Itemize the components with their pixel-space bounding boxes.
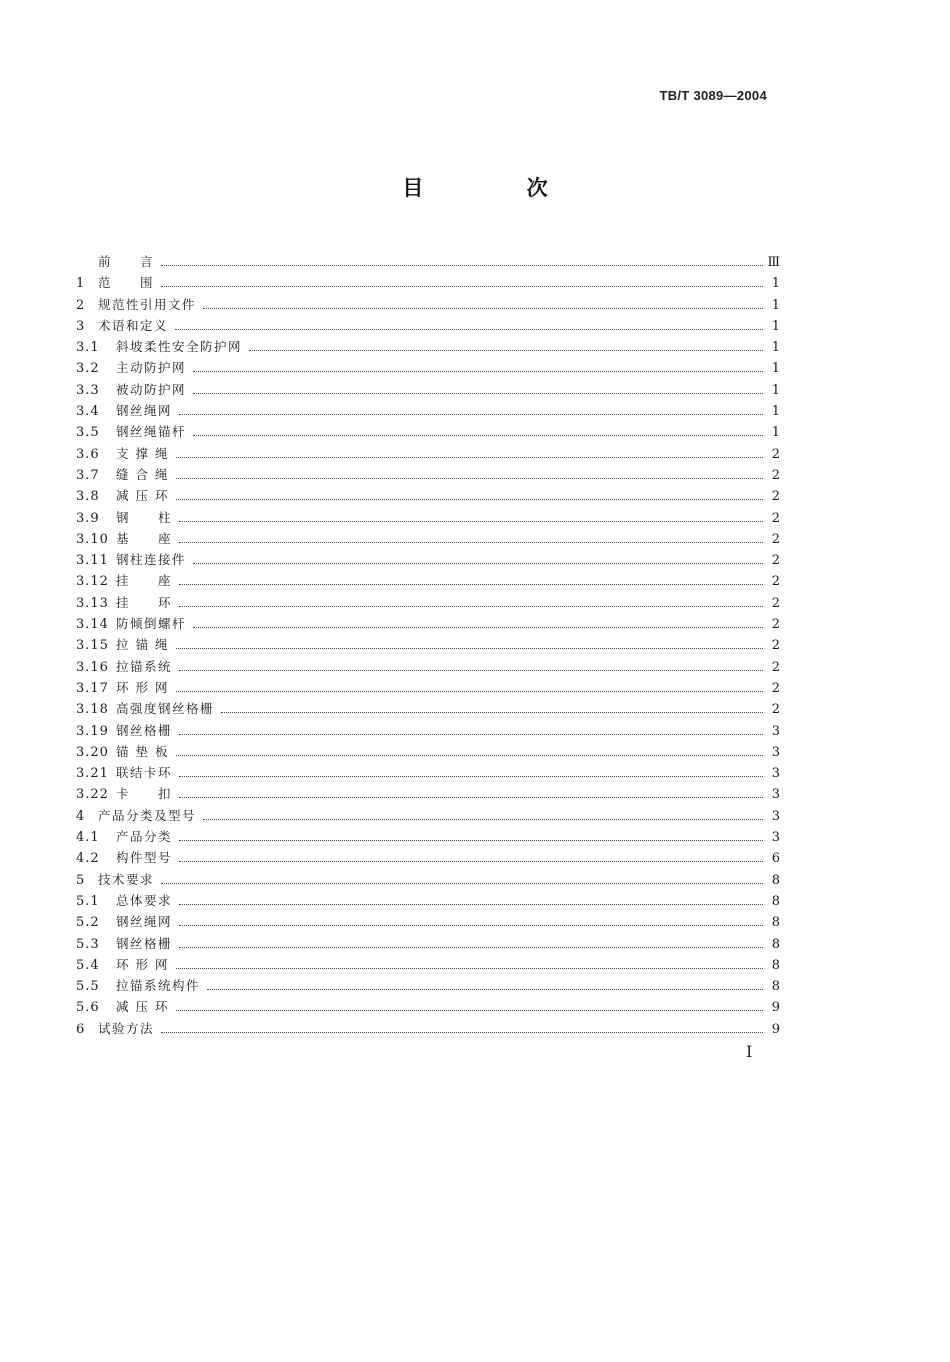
dot-leader (179, 775, 763, 777)
toc-entry (76, 996, 780, 1017)
toc-entry-page: 2 (771, 680, 780, 696)
toc-entry-number: 3 (76, 318, 86, 334)
toc-entry (76, 336, 780, 357)
toc-entry-number: 3.6 (76, 446, 100, 462)
toc-entry-title: 基 座 (116, 530, 173, 546)
toc-entry-page: 8 (771, 957, 780, 973)
toc-entry-title: 产品分类及型号 (98, 807, 197, 823)
toc-entry (76, 869, 780, 890)
toc-entry (76, 294, 780, 315)
toc-entry (76, 421, 780, 442)
dot-leader (179, 605, 763, 607)
toc-entry-page: 2 (771, 617, 780, 633)
dot-leader (176, 477, 763, 479)
dot-leader (176, 967, 763, 969)
toc-entry-page: 1 (771, 340, 780, 356)
toc-entry (76, 975, 780, 996)
toc-entry-title: 钢丝绳锚杆 (116, 424, 187, 440)
toc-entry-page: 2 (771, 510, 780, 526)
toc-entry-number: 3.12 (76, 574, 109, 590)
toc-entry-number: 3.19 (76, 723, 109, 739)
toc-entry (76, 613, 780, 634)
toc-entry-title: 钢丝绳网 (116, 403, 173, 419)
toc-entry-page: 1 (771, 425, 780, 441)
toc-entry-title: 主动防护网 (116, 360, 187, 376)
toc-entry-number: 4 (76, 808, 86, 824)
toc-entry-page: 3 (771, 830, 780, 846)
dot-leader (179, 946, 763, 948)
toc-entry-title: 挂 环 (116, 594, 173, 610)
dot-leader (176, 498, 763, 500)
toc-entry (76, 592, 780, 613)
dot-leader (179, 669, 763, 671)
toc-entry-page: 3 (771, 744, 780, 760)
dot-leader (176, 690, 763, 692)
dot-leader (176, 647, 763, 649)
dot-leader (203, 818, 763, 820)
dot-leader (179, 924, 763, 926)
toc-entry-page: 1 (771, 382, 780, 398)
toc-entry (76, 485, 780, 506)
dot-leader (179, 796, 763, 798)
toc-entry-title: 斜坡柔性安全防护网 (116, 339, 243, 355)
toc-entry-number: 3.13 (76, 595, 109, 611)
dot-leader (161, 1031, 763, 1033)
toc-entry-number: 3.14 (76, 617, 109, 633)
toc-entry-number: 5.4 (76, 957, 100, 973)
toc-entry-page: 3 (771, 808, 780, 824)
toc-entry-number: 3.1 (76, 340, 100, 356)
dot-leader (179, 541, 763, 543)
toc-entry-page: 2 (771, 467, 780, 483)
toc-entry-title: 环 形 网 (116, 956, 169, 972)
toc-entry-page: 2 (771, 659, 780, 675)
toc-entry-title: 构件型号 (116, 850, 173, 866)
toc-entry-number: 3.18 (76, 702, 109, 718)
toc-entry (76, 379, 780, 400)
toc-entry (76, 570, 780, 591)
toc-entry (76, 549, 780, 570)
toc-entry-number: 4.1 (76, 830, 100, 846)
toc-entry (76, 1018, 780, 1039)
table-of-contents (76, 251, 780, 1039)
toc-entry-page: 1 (771, 318, 780, 334)
toc-entry-page: 2 (771, 595, 780, 611)
toc-entry-title: 联结卡环 (116, 765, 173, 781)
dot-leader (221, 711, 763, 713)
dot-leader (193, 370, 763, 372)
toc-entry-number: 5 (76, 872, 86, 888)
toc-entry-title: 技术要求 (98, 871, 155, 887)
toc-entry (76, 954, 780, 975)
toc-entry-number: 3.16 (76, 659, 109, 675)
toc-entry-page: 8 (771, 915, 780, 931)
dot-leader (176, 1009, 763, 1011)
toc-entry-number: 3.20 (76, 744, 109, 760)
toc-entry-number: 5.3 (76, 936, 100, 952)
dot-leader (179, 520, 763, 522)
toc-entry-number: 3.5 (76, 425, 100, 441)
toc-entry-title: 锚 垫 板 (116, 743, 169, 759)
toc-entry-page: 2 (771, 574, 780, 590)
toc-entry-page: 6 (771, 851, 780, 867)
toc-entry-number: 4.2 (76, 851, 100, 867)
toc-entry-title: 钢丝格栅 (116, 722, 173, 738)
page-number: I (746, 1042, 753, 1061)
dot-leader (207, 988, 763, 990)
toc-entry-page: 2 (771, 531, 780, 547)
toc-entry-number: 1 (76, 276, 86, 292)
toc-entry-number: 3.9 (76, 510, 100, 526)
toc-entry (76, 847, 780, 868)
toc-entry-title: 产品分类 (116, 829, 173, 845)
toc-entry-number: 3.2 (76, 361, 100, 377)
toc-entry-title: 拉锚系统 (116, 658, 173, 674)
toc-entry-number: 3.15 (76, 638, 109, 654)
toc-entry (76, 357, 780, 378)
toc-entry (76, 933, 780, 954)
toc-entry-page: 1 (771, 297, 780, 313)
dot-leader (179, 903, 763, 905)
dot-leader (193, 562, 763, 564)
toc-entry-number: 5.5 (76, 979, 100, 995)
toc-entry (76, 315, 780, 336)
dot-leader (179, 733, 763, 735)
toc-entry-page: 2 (771, 489, 780, 505)
toc-entry-title: 环 形 网 (116, 679, 169, 695)
toc-entry-title: 钢柱连接件 (116, 552, 187, 568)
dot-leader (161, 882, 763, 884)
toc-entry (76, 805, 780, 826)
dot-leader (179, 839, 763, 841)
toc-entry-title: 支 撑 绳 (116, 445, 169, 461)
toc-entry-page: 9 (771, 1000, 780, 1016)
toc-entry-title: 规范性引用文件 (98, 296, 197, 312)
toc-entry-number: 3.4 (76, 404, 100, 420)
toc-entry (76, 528, 780, 549)
toc-entry-number: 5.6 (76, 1000, 100, 1016)
toc-entry-title: 范 围 (98, 275, 155, 291)
toc-entry-page: 3 (771, 787, 780, 803)
toc-entry-number: 3.11 (76, 553, 109, 569)
toc-entry (76, 762, 780, 783)
toc-entry (76, 698, 780, 719)
toc-entry (76, 720, 780, 741)
toc-entry-page: 3 (771, 723, 780, 739)
toc-entry-page: Ⅲ (767, 255, 780, 270)
toc-entry-page: 1 (771, 276, 780, 292)
toc-entry (76, 251, 780, 272)
toc-entry-title: 被动防护网 (116, 381, 187, 397)
toc-entry-title: 减 压 环 (116, 488, 169, 504)
toc-entry-page: 9 (771, 1021, 780, 1037)
toc-entry (76, 443, 780, 464)
toc-entry-number: 3.7 (76, 467, 100, 483)
dot-leader (176, 456, 763, 458)
toc-entry-title: 防倾倒螺杆 (116, 616, 187, 632)
dot-leader (179, 583, 763, 585)
dot-leader (176, 754, 763, 756)
toc-entry-title: 挂 座 (116, 573, 173, 589)
dot-leader (193, 392, 763, 394)
dot-leader (179, 413, 763, 415)
toc-entry (76, 741, 780, 762)
toc-entry-number: 6 (76, 1021, 86, 1037)
toc-entry-page: 2 (771, 553, 780, 569)
toc-entry (76, 826, 780, 847)
toc-entry-number: 3.8 (76, 489, 100, 505)
toc-entry-title: 试验方法 (98, 1020, 155, 1036)
dot-leader (193, 626, 763, 628)
toc-entry-title: 钢丝绳网 (116, 914, 173, 930)
toc-entry-title: 高强度钢丝格栅 (116, 701, 215, 717)
dot-leader (161, 285, 763, 287)
dot-leader (203, 307, 763, 309)
toc-entry (76, 272, 780, 293)
toc-entry-title: 术语和定义 (98, 317, 169, 333)
toc-entry-page: 1 (771, 361, 780, 377)
toc-entry-title: 拉锚系统构件 (116, 978, 201, 994)
toc-entry-number: 3.22 (76, 787, 109, 803)
toc-entry-title: 减 压 环 (116, 999, 169, 1015)
toc-entry (76, 677, 780, 698)
toc-entry-title: 前 言 (98, 254, 155, 269)
dot-leader (175, 328, 763, 330)
toc-entry-page: 8 (771, 893, 780, 909)
toc-entry (76, 634, 780, 655)
toc-entry-number: 3.10 (76, 531, 109, 547)
toc-entry-page: 1 (771, 404, 780, 420)
toc-entry-number: 5.1 (76, 893, 100, 909)
toc-entry-title: 总体要求 (116, 892, 173, 908)
toc-entry-page: 8 (771, 979, 780, 995)
toc-entry (76, 507, 780, 528)
toc-entry-number: 3.17 (76, 680, 109, 696)
dot-leader (249, 349, 763, 351)
toc-heading: 目 次 (402, 176, 596, 200)
toc-entry-title: 缝 合 绳 (116, 466, 169, 482)
toc-entry-title: 卡 扣 (116, 786, 173, 802)
toc-entry-number: 3.3 (76, 382, 100, 398)
dot-leader (193, 434, 763, 436)
toc-entry-title: 钢丝格栅 (116, 935, 173, 951)
toc-entry-page: 2 (771, 702, 780, 718)
dot-leader (161, 264, 763, 266)
toc-entry-number: 5.2 (76, 915, 100, 931)
toc-entry-title: 钢 柱 (116, 509, 173, 525)
toc-entry-number: 2 (76, 297, 86, 313)
toc-entry-page: 8 (771, 936, 780, 952)
toc-entry (76, 911, 780, 932)
toc-entry (76, 464, 780, 485)
toc-entry (76, 783, 780, 804)
toc-entry-page: 8 (771, 872, 780, 888)
toc-entry (76, 400, 780, 421)
dot-leader (179, 860, 763, 862)
toc-entry-page: 2 (771, 638, 780, 654)
document-code: TB/T 3089—2004 (659, 88, 767, 103)
toc-entry-page: 3 (771, 766, 780, 782)
toc-entry (76, 656, 780, 677)
toc-entry-page: 2 (771, 446, 780, 462)
toc-entry-title: 拉 锚 绳 (116, 637, 169, 653)
toc-entry (76, 890, 780, 911)
toc-entry-number: 3.21 (76, 766, 109, 782)
